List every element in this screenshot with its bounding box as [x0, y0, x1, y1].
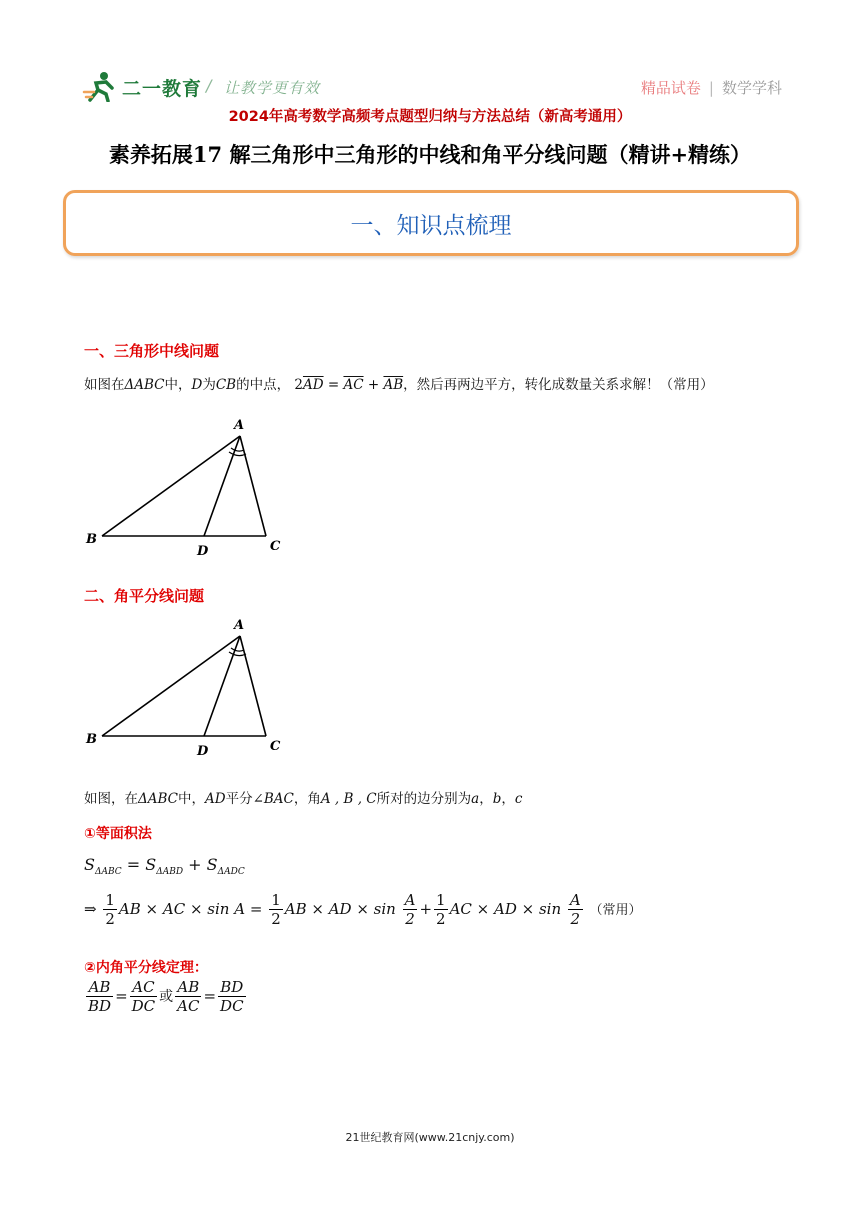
fig2-label-d: D	[197, 744, 209, 759]
frac-num: A	[569, 891, 581, 909]
frac-den: AC	[177, 997, 200, 1015]
area-expansion	[84, 891, 642, 928]
area-s-3: S	[206, 855, 218, 874]
part1-text-5: ，然后再两边平方，转化成数量关系求解！（常用）	[403, 377, 714, 393]
logo-slogan: 让教学更有效	[224, 79, 321, 97]
part1-text	[84, 373, 714, 393]
ratio-ab-bd	[86, 978, 113, 1015]
area-plus: +	[188, 855, 202, 874]
part1-point-d: D	[191, 377, 203, 393]
frac-den: 2	[436, 910, 446, 928]
frac-num: A	[404, 891, 416, 909]
area-sub-abc: ΔABC	[94, 867, 122, 878]
part2-segment-ad: AD	[205, 791, 226, 807]
vector-coef: 2	[294, 377, 303, 393]
frac-num: BD	[218, 978, 246, 997]
header-separator: |	[708, 79, 714, 97]
logo-name: 二一教育	[122, 78, 203, 100]
area-note: （常用）	[589, 903, 642, 918]
header-label-left: 精品试卷	[640, 79, 701, 97]
vector-eq: =	[327, 377, 340, 393]
frac-den: 2	[405, 910, 415, 928]
header-label-right: 数学学科	[721, 79, 782, 97]
part1-segment-cb: CB	[215, 377, 237, 393]
page-footer: 21世纪教育网(www.21cnjy.com)	[345, 1131, 515, 1144]
fig1-label-d: D	[197, 544, 209, 559]
logo-slash: /	[206, 76, 212, 95]
part1-text-3: 为	[202, 377, 216, 393]
fraction-half-1	[103, 891, 117, 928]
vector-ac: $\overline{AC}$	[343, 377, 364, 393]
ratio-eq-2: =	[203, 987, 217, 1005]
frac-num: 1	[436, 891, 446, 909]
part2-text-3: 平分	[225, 791, 253, 807]
triangle-figure-median	[80, 412, 290, 562]
bisector-theorem	[84, 978, 248, 1015]
method2-heading: ②内角平分线定理：	[84, 960, 208, 976]
part2-text-1: 如图，在	[84, 791, 138, 807]
part2-side-c: c	[514, 791, 523, 807]
section-heading-box	[63, 190, 799, 256]
vector-ab: $\overline{AB}$	[383, 377, 404, 393]
fig1-label-b: B	[86, 532, 97, 547]
frac-num: AC	[130, 978, 158, 997]
fraction-half-3	[434, 891, 448, 928]
frac-den: DC	[220, 997, 244, 1015]
fig1-label-a: A	[234, 418, 245, 433]
part1-heading: 一、三角形中线问题	[84, 342, 220, 360]
method1-heading: ①等面积法	[84, 826, 152, 842]
vector-plus: +	[367, 377, 380, 393]
ratio-bd-dc	[218, 978, 246, 1015]
triangle-figure-bisector	[80, 612, 290, 762]
part2-text-5: 所对的边分别为	[376, 791, 472, 807]
ratio-ab-ac	[175, 978, 201, 1015]
frac-num: 1	[271, 891, 281, 909]
area-equation	[84, 855, 245, 877]
ratio-eq-1: =	[115, 987, 128, 1005]
frac-den: BD	[88, 997, 112, 1015]
fraction-a-half-1	[403, 891, 418, 928]
part1-text-4: 的中点，	[236, 377, 291, 393]
area-s-1: S	[84, 855, 95, 874]
section-heading-title: 一、知识点梳理	[350, 213, 512, 239]
fig2-label-a: A	[234, 618, 245, 633]
area-sub-abd: ΔABD	[156, 867, 184, 878]
part2-triangle: ΔABC	[138, 791, 178, 807]
frac-den: 2	[271, 910, 281, 928]
document-title: 素养拓展17 解三角形中三角形的中线和角平分线问题（精讲+精练）	[108, 142, 752, 167]
part2-comma-2: ，	[501, 791, 515, 807]
part1-text-2: 中，	[164, 377, 192, 393]
expansion-plus: +	[419, 900, 433, 918]
fig2-label-b: B	[86, 732, 97, 747]
frac-den: 2	[105, 910, 115, 928]
ratio-ac-dc	[130, 978, 158, 1015]
frac-num: AB	[175, 978, 201, 997]
fraction-half-2	[269, 891, 283, 928]
part1-text-1: 如图在	[84, 377, 125, 393]
area-sub-adc: ΔADC	[217, 867, 245, 878]
fraction-a-half-2	[568, 891, 583, 928]
part2-text	[84, 787, 522, 807]
area-term-3: AC × AD × sin	[449, 900, 562, 918]
area-s-2: S	[145, 855, 157, 874]
part2-text-2: 中，	[178, 791, 205, 807]
part2-side-b: b	[492, 791, 502, 807]
frac-den: DC	[131, 997, 156, 1015]
part2-angle: ∠BAC	[252, 791, 294, 807]
header-labels	[641, 77, 782, 98]
part2-angles: A , B , C	[320, 791, 377, 807]
runner-logo-icon	[82, 70, 120, 102]
document-subtitle: 2024年高考数学高频考点题型归纳与方法总结（新高考通用）	[228, 109, 632, 125]
ratio-or: 或	[159, 989, 174, 1005]
area-eq: =	[126, 855, 141, 874]
area-term-1: AB × AC × sin A	[118, 900, 246, 918]
vector-ad: $\overline{AD}$	[302, 377, 324, 393]
fig1-label-c: C	[270, 539, 281, 554]
frac-num: 1	[105, 891, 115, 909]
frac-num: AB	[86, 978, 113, 997]
implies-symbol: ⇒	[84, 900, 97, 918]
fig2-label-c: C	[270, 739, 281, 754]
frac-den: 2	[570, 910, 581, 928]
area-term-2: AB × AD × sin	[284, 900, 396, 918]
part2-side-a: a	[471, 791, 480, 807]
part2-text-4: ，角	[293, 791, 321, 807]
part2-heading: 二、角平分线问题	[84, 587, 205, 605]
part1-triangle: ΔABC	[124, 377, 165, 393]
part2-comma-1: ，	[479, 791, 493, 807]
header-bar	[82, 70, 782, 104]
expansion-eq: =	[249, 900, 263, 918]
